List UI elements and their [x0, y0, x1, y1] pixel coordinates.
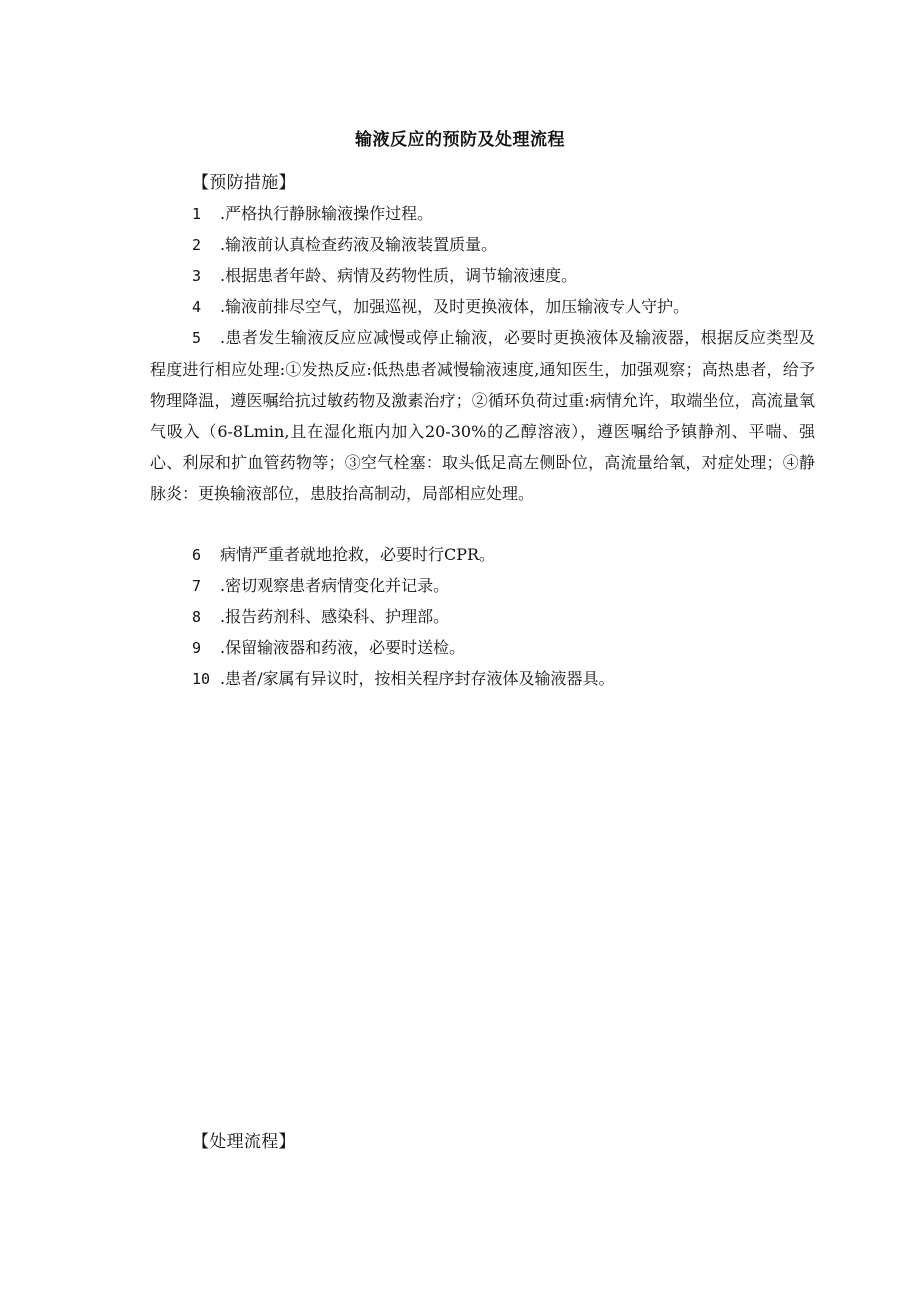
item-number: 7 [192, 577, 202, 595]
item-number: 8 [192, 608, 202, 626]
prevention-heading: 【预防措施】 [192, 173, 296, 193]
item-text: .输液前排尽空气，加强巡视，及时更换液体，加压输液专人守护。 [220, 297, 690, 316]
item-text: 病情严重者就地抢救，必要时行CPR。 [220, 545, 496, 564]
item-text: .输液前认真检查药液及输液装置质量。 [220, 235, 498, 254]
item-text: .患者/家属有异议时，按相关程序封存液体及输液器具。 [220, 669, 615, 688]
list-item-1 [192, 202, 433, 226]
item-text: .患者发生输液反应应减慢或停止输液，必要时更换液体及输液器，根据反应类型及程度进行相应处理:①发热反应:低热患者减慢输液速度,通知医生，加强观察；高热患者，给予物理降温，遵医嘱给抗过敏药物及激素治疗；②循环负荷过重:病情允许，取端坐位，高流量氧气吸入（6-8Lmin,且在湿化瓶内加入20-30%的乙醇溶液），遵医嘱给予镇静剂、平喘、强心、利尿和扩血管药物等；③空气栓塞：取头低足高左侧卧位，高流量给氧，对症处理；④静脉炎：更换输液部位，患肢抬高制动，局部相应处理。 [150, 328, 815, 503]
document-title: 输液反应的预防及处理流程 [355, 130, 565, 150]
item-number: 5 [192, 329, 202, 347]
item-number: 2 [192, 236, 202, 254]
item-text: .严格执行静脉输液操作过程。 [220, 204, 434, 223]
list-item-9 [192, 636, 465, 660]
list-item-7 [192, 574, 449, 598]
list-item-5 [150, 322, 815, 509]
item-number: 6 [192, 546, 202, 564]
list-item-10 [192, 667, 614, 691]
item-number: 4 [192, 298, 202, 316]
item-number: 10 [192, 670, 211, 688]
item-text: .密切观察患者病情变化并记录。 [220, 576, 450, 595]
item-number: 3 [192, 267, 202, 285]
list-item-4 [192, 295, 689, 319]
list-item-6 [192, 543, 495, 567]
item-text: .保留输液器和药液，必要时送检。 [220, 638, 466, 657]
list-item-2 [192, 233, 497, 257]
item-number: 1 [192, 205, 202, 223]
process-heading: 【处理流程】 [192, 1132, 296, 1152]
item-number: 9 [192, 639, 202, 657]
list-item-3 [192, 264, 577, 288]
item-text: .根据患者年龄、病情及药物性质，调节输液速度。 [220, 266, 578, 285]
list-item-8 [192, 605, 449, 629]
item-text: .报告药剂科、感染科、护理部。 [220, 607, 450, 626]
